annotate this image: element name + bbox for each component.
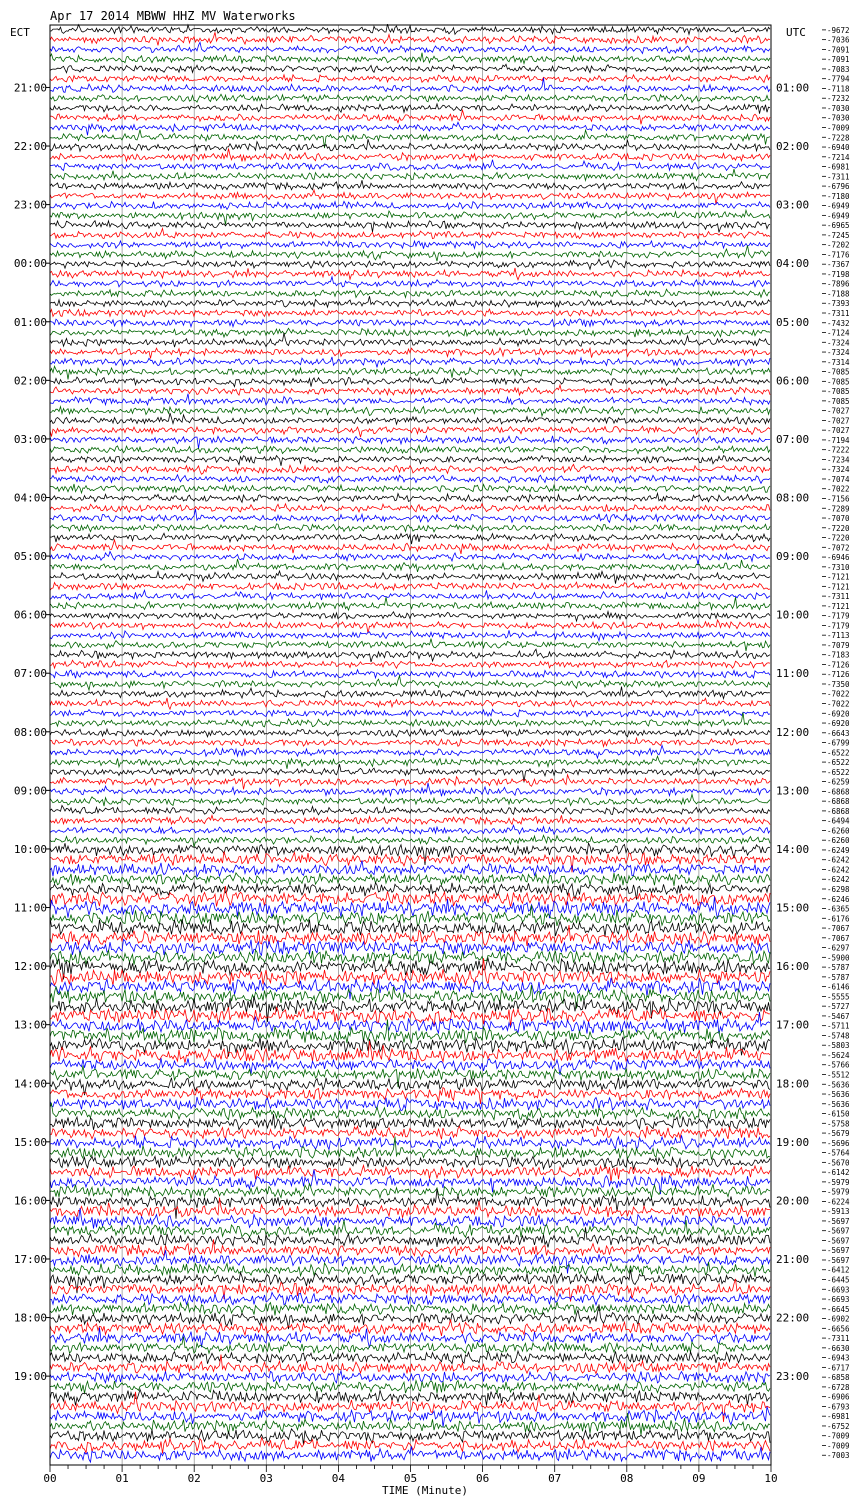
left-hour-label: 11:00 <box>13 901 47 915</box>
x-tick-label: 01 <box>115 1472 129 1485</box>
left-hour-label: 17:00 <box>13 1252 47 1266</box>
offset-label: -6643 <box>827 728 850 738</box>
right-hour-label: 05:00 <box>776 315 810 329</box>
offset-label: -7311 <box>827 309 850 318</box>
offset-label: -5711 <box>827 1021 850 1031</box>
left-hour-label: 05:00 <box>13 550 47 564</box>
offset-label: -6298 <box>827 885 850 894</box>
offset-label: -6412 <box>827 1265 850 1275</box>
offset-label: -7188 <box>827 289 850 299</box>
x-tick-label: 02 <box>187 1472 201 1485</box>
right-hour-label: 04:00 <box>776 257 810 271</box>
offset-label: -5979 <box>827 1187 850 1197</box>
left-hour-label: 19:00 <box>13 1370 47 1384</box>
offset-label: -7311 <box>827 592 850 602</box>
left-hour-label: 06:00 <box>13 608 47 622</box>
right-hour-label: 23:00 <box>776 1370 810 1384</box>
offset-label: -6943 <box>827 1353 850 1363</box>
offset-label: -6799 <box>827 738 850 748</box>
right-hour-label: 01:00 <box>776 81 810 95</box>
left-hour-label: 10:00 <box>13 842 47 856</box>
offset-label: -6522 <box>827 758 850 768</box>
offset-label: -6494 <box>827 816 850 826</box>
right-hour-label: 18:00 <box>776 1077 810 1091</box>
offset-label: -7022 <box>827 699 850 709</box>
left-hour-label: 00:00 <box>13 257 47 271</box>
offset-label: -6630 <box>827 1343 850 1353</box>
offset-label: -6793 <box>827 1402 850 1412</box>
offset-label: -5670 <box>827 1158 850 1168</box>
offset-label: -5787 <box>827 963 850 973</box>
offset-label: -5697 <box>827 1236 850 1246</box>
offset-label: -6246 <box>827 894 850 904</box>
offset-label: -6445 <box>827 1275 850 1285</box>
offset-label: -6260 <box>827 836 850 846</box>
left-hour-label: 14:00 <box>13 1077 47 1091</box>
right-hour-label: 06:00 <box>776 374 810 388</box>
offset-label: -7079 <box>827 640 850 650</box>
left-hour-label: 21:00 <box>13 81 47 95</box>
right-hour-label: 03:00 <box>776 198 810 212</box>
offset-label: -7121 <box>827 582 850 592</box>
offset-label: -7085 <box>827 396 850 406</box>
right-hour-label: 11:00 <box>776 667 810 681</box>
offset-label: -5758 <box>827 1119 850 1129</box>
offset-label: -6150 <box>827 1109 850 1119</box>
offset-label: -6522 <box>827 748 850 758</box>
offset-label: -7311 <box>827 172 850 182</box>
offset-label: -7121 <box>827 601 850 611</box>
offset-label: -7030 <box>827 113 850 123</box>
x-tick-label: 07 <box>548 1472 562 1485</box>
offset-label: -7022 <box>827 689 850 699</box>
offset-label: -6920 <box>827 719 850 729</box>
offset-label: -6242 <box>827 875 850 885</box>
right-hour-label: 02:00 <box>776 140 810 154</box>
offset-label: -7067 <box>827 933 850 943</box>
right-hour-label: 08:00 <box>776 491 810 505</box>
x-tick-label: 06 <box>475 1472 490 1485</box>
offset-label: -6949 <box>827 211 850 221</box>
left-hour-label: 09:00 <box>13 784 47 798</box>
offset-label: -6260 <box>827 826 850 836</box>
offset-label: -6365 <box>827 904 850 914</box>
offset-label: -7126 <box>827 660 850 670</box>
offset-label: -7156 <box>827 494 850 504</box>
x-tick-label: 09 <box>692 1472 706 1485</box>
right-hour-label: 07:00 <box>776 432 810 446</box>
offset-label: -6645 <box>827 1304 850 1314</box>
trace-offset-labels <box>822 26 850 1460</box>
offset-label: -6142 <box>827 1168 850 1178</box>
offset-label: -7220 <box>827 533 850 543</box>
offset-label: -6224 <box>827 1197 850 1207</box>
offset-label: -7310 <box>827 562 850 572</box>
offset-label: -7393 <box>827 299 850 309</box>
offset-label: -5979 <box>827 1177 850 1187</box>
offset-label: -7289 <box>827 504 850 514</box>
offset-label: -7085 <box>827 367 850 377</box>
offset-label: -7085 <box>827 387 850 397</box>
offset-label: -5803 <box>827 1041 850 1051</box>
left-hour-label: 18:00 <box>13 1311 47 1325</box>
offset-label: -6717 <box>827 1363 850 1373</box>
offset-label: -5512 <box>827 1070 850 1080</box>
left-hour-label: 03:00 <box>13 432 47 446</box>
right-hour-label: 15:00 <box>776 901 810 915</box>
left-hour-label: 07:00 <box>13 667 47 681</box>
offset-label: -7220 <box>827 523 850 533</box>
offset-label: -7180 <box>827 191 850 201</box>
offset-label: -9672 <box>827 25 850 35</box>
offset-label: -6949 <box>827 201 850 211</box>
offset-label: -6656 <box>827 1324 850 1334</box>
right-hour-label: 09:00 <box>776 550 810 564</box>
offset-label: -7222 <box>827 445 850 455</box>
offset-label: -7324 <box>827 338 850 348</box>
offset-label: -6242 <box>827 855 850 865</box>
right-hour-label: 10:00 <box>776 608 810 622</box>
right-hour-label: 21:00 <box>776 1252 810 1266</box>
left-hour-label: 02:00 <box>13 374 47 388</box>
offset-label: -5679 <box>827 1129 850 1139</box>
offset-label: -7070 <box>827 514 850 524</box>
offset-label: -7009 <box>827 1441 850 1451</box>
offset-label: -7091 <box>827 45 850 55</box>
x-tick-label: 10 <box>764 1472 778 1485</box>
offset-label: -5766 <box>827 1060 850 1070</box>
offset-label: -7003 <box>827 1451 850 1461</box>
x-tick-label: 00 <box>43 1472 57 1485</box>
right-hour-label: 17:00 <box>776 1018 810 1032</box>
left-hour-label: 13:00 <box>13 1018 47 1032</box>
offset-label: -6946 <box>827 553 850 563</box>
offset-label: -5636 <box>827 1090 850 1100</box>
offset-label: -6965 <box>827 221 850 231</box>
offset-label: -5764 <box>827 1148 850 1158</box>
offset-label: -7027 <box>827 416 850 426</box>
offset-label: -6242 <box>827 865 850 875</box>
left-hour-label: 01:00 <box>13 315 47 329</box>
offset-label: -7896 <box>827 279 850 289</box>
right-hour-label: 19:00 <box>776 1135 810 1149</box>
right-hour-label: 16:00 <box>776 960 810 974</box>
x-tick-label: 04 <box>331 1472 346 1485</box>
offset-label: -7118 <box>827 84 850 94</box>
offset-label: -7232 <box>827 94 850 104</box>
offset-label: -7214 <box>827 152 850 162</box>
offset-label: -7794 <box>827 74 850 84</box>
offset-label: -6906 <box>827 1392 850 1402</box>
offset-label: -7183 <box>827 650 850 660</box>
offset-label: -5697 <box>827 1246 850 1256</box>
offset-label: -7091 <box>827 55 850 65</box>
offset-label: -7228 <box>827 133 850 143</box>
offset-label: -5697 <box>827 1216 850 1226</box>
offset-label: -7030 <box>827 103 850 113</box>
right-hour-label: 14:00 <box>776 842 810 856</box>
offset-label: -5913 <box>827 1207 850 1217</box>
offset-label: -7074 <box>827 474 850 484</box>
offset-label: -6796 <box>827 182 850 192</box>
offset-label: -7083 <box>827 64 850 74</box>
offset-label: -7022 <box>827 484 850 494</box>
offset-label: -7067 <box>827 924 850 934</box>
offset-label: -7009 <box>827 1431 850 1441</box>
offset-label: -6693 <box>827 1285 850 1295</box>
offset-label: -7085 <box>827 377 850 387</box>
right-hour-label: 22:00 <box>776 1311 810 1325</box>
offset-label: -6940 <box>827 143 850 153</box>
offset-label: -7179 <box>827 621 850 631</box>
offset-label: -7311 <box>827 1334 850 1344</box>
offset-label: -6146 <box>827 982 850 992</box>
offset-label: -5727 <box>827 1002 850 1012</box>
left-axis-label: ECT <box>10 26 30 39</box>
offset-label: -7198 <box>827 269 850 279</box>
offset-label: -7324 <box>827 348 850 358</box>
x-tick-label: 08 <box>620 1472 634 1485</box>
offset-label: -7179 <box>827 611 850 621</box>
offset-label: -5748 <box>827 1031 850 1041</box>
offset-label: -5467 <box>827 1011 850 1021</box>
x-tick-label: 05 <box>403 1472 418 1485</box>
offset-label: -5696 <box>827 1138 850 1148</box>
offset-label: -6752 <box>827 1421 850 1431</box>
chart-title: Apr 17 2014 MBWW HHZ MV Waterworks <box>50 9 296 23</box>
offset-label: -6902 <box>827 1314 850 1324</box>
offset-label: -7027 <box>827 426 850 436</box>
offset-label: -5636 <box>827 1099 850 1109</box>
offset-label: -6176 <box>827 914 850 924</box>
offset-label: -7194 <box>827 435 850 445</box>
offset-label: -7202 <box>827 240 850 250</box>
offset-label: -6728 <box>827 1382 850 1392</box>
offset-label: -5787 <box>827 972 850 982</box>
right-hour-label: 20:00 <box>776 1194 810 1208</box>
offset-label: -6920 <box>827 709 850 719</box>
left-hour-label: 22:00 <box>13 140 47 154</box>
offset-label: -5697 <box>827 1255 850 1265</box>
offset-label: -6981 <box>827 1412 850 1422</box>
left-hour-label: 04:00 <box>13 491 47 505</box>
offset-label: -7324 <box>827 465 850 475</box>
offset-label: -7036 <box>827 35 850 45</box>
offset-label: -7432 <box>827 318 850 328</box>
offset-label: -7072 <box>827 543 850 553</box>
offset-label: -7126 <box>827 670 850 680</box>
offset-label: -7113 <box>827 631 850 641</box>
right-hour-label: 13:00 <box>776 784 810 798</box>
left-hour-label: 16:00 <box>13 1194 47 1208</box>
offset-label: -5624 <box>827 1050 850 1060</box>
x-axis-label: TIME (Minute) <box>381 1484 469 1497</box>
offset-label: -6259 <box>827 777 850 787</box>
offset-label: -6981 <box>827 162 850 172</box>
left-hour-label: 23:00 <box>13 198 47 212</box>
x-tick-label: 03 <box>259 1472 273 1485</box>
offset-label: -6868 <box>827 797 850 807</box>
offset-label: -7245 <box>827 230 850 240</box>
offset-label: -6693 <box>827 1295 850 1305</box>
offset-label: -5555 <box>827 992 850 1002</box>
offset-label: -6249 <box>827 845 850 855</box>
offset-label: -7314 <box>827 357 850 367</box>
left-hour-label: 12:00 <box>13 960 47 974</box>
offset-label: -6868 <box>827 806 850 816</box>
offset-label: -7176 <box>827 250 850 260</box>
right-hour-label: 12:00 <box>776 725 810 739</box>
offset-label: -7124 <box>827 328 850 338</box>
offset-label: -5900 <box>827 953 850 963</box>
offset-label: -6297 <box>827 943 850 953</box>
offset-label: -6522 <box>827 767 850 777</box>
left-hour-label: 08:00 <box>13 725 47 739</box>
offset-label: -7027 <box>827 406 850 416</box>
offset-label: -6868 <box>827 787 850 797</box>
offset-label: -7009 <box>827 123 850 133</box>
right-axis-label: UTC <box>786 26 806 39</box>
offset-label: -5697 <box>827 1226 850 1236</box>
offset-label: -7367 <box>827 260 850 270</box>
offset-label: -7121 <box>827 572 850 582</box>
left-hour-label: 15:00 <box>13 1135 47 1149</box>
offset-label: -7234 <box>827 455 850 465</box>
offset-label: -7350 <box>827 679 850 689</box>
offset-label: -5636 <box>827 1080 850 1090</box>
offset-label: -6858 <box>827 1373 850 1383</box>
